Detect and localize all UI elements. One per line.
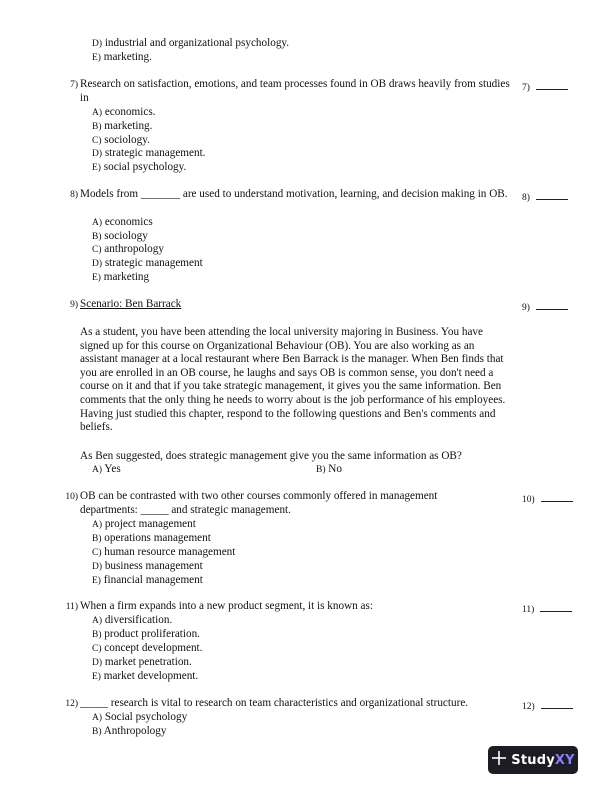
question-text: OB can be contrasted with two other courses commonly offered in management departments: _____ and strategic management.	[80, 490, 438, 516]
plus-icon	[491, 750, 507, 770]
question-number: 9)	[70, 300, 78, 310]
option-d[interactable]: D) strategic management	[92, 257, 203, 269]
question-number: 7)	[70, 80, 78, 90]
question-number: 12)	[65, 699, 78, 709]
option-e[interactable]: E) social psychology.	[92, 161, 187, 173]
option-a[interactable]: A) Social psychology	[92, 711, 188, 723]
option-b[interactable]: B) sociology	[92, 230, 148, 242]
option-c[interactable]: C) human resource management	[92, 546, 236, 558]
option-e: E) marketing.	[92, 51, 152, 63]
scenario-paragraph: As a student, you have been attending the local university majoring in Business. You have signed up for this course on Organizational Behaviour (OB). You are also working as an assistant manager at a local restaurant where Ben Barrack is the manager. When Ben finds that you are enrolled in an OB course, he laughs and says OB is common sense, you don't need a course on it and that if you take strategic management, it gives you the same information. Ben comments that the only thing he needs to worry about is the job performance of his employees. Having just studied this chapter, respond to the following questions and Ben's comments and beliefs.	[80, 326, 506, 434]
question-text: Research on satisfaction, emotions, and team processes found in OB draws heavily from studies in	[80, 78, 510, 104]
question-text: _____ research is vital to research on team characteristics and organizational structure.	[80, 697, 469, 709]
option-b[interactable]: B) marketing.	[92, 120, 153, 132]
option-a[interactable]: A) project management	[92, 518, 196, 530]
option-a[interactable]: A) economics.	[92, 106, 156, 118]
answer-blank[interactable]: 11)	[522, 602, 572, 615]
answer-blank[interactable]: 12)	[522, 699, 573, 712]
option-c[interactable]: C) anthropology	[92, 243, 164, 255]
question-number: 10)	[65, 492, 78, 502]
option-d[interactable]: D) strategic management.	[92, 147, 206, 159]
option-b[interactable]: B) No	[316, 463, 342, 475]
option-c[interactable]: C) concept development.	[92, 642, 203, 654]
option-d: D) industrial and organizational psychology.	[92, 37, 290, 49]
answer-blank[interactable]: 9)	[522, 300, 568, 313]
answer-blank[interactable]: 10)	[522, 492, 573, 505]
option-e[interactable]: E) financial management	[92, 574, 203, 586]
scenario-title: Scenario: Ben Barrack	[80, 298, 182, 310]
question-number: 11)	[65, 602, 78, 612]
option-b[interactable]: B) product proliferation.	[92, 628, 200, 640]
option-a[interactable]: A) diversification.	[92, 614, 173, 626]
option-d[interactable]: D) business management	[92, 560, 203, 572]
option-d[interactable]: D) market penetration.	[92, 656, 192, 668]
option-a[interactable]: A) Yes	[92, 463, 121, 475]
option-e[interactable]: E) market development.	[92, 670, 199, 682]
answer-blank[interactable]: 7)	[522, 80, 568, 93]
question-text: When a firm expands into a new product segment, it is known as:	[80, 600, 373, 612]
option-e[interactable]: E) marketing	[92, 271, 150, 283]
option-b[interactable]: B) operations management	[92, 532, 211, 544]
option-b[interactable]: B) Anthropology	[92, 725, 167, 737]
question-text: Models from _______ are used to understand motivation, learning, and decision making in OB.	[80, 188, 508, 200]
studyxy-badge[interactable]	[488, 746, 578, 774]
option-a[interactable]: A) economics	[92, 216, 153, 228]
question-prompt: As Ben suggested, does strategic management give you the same information as OB?	[80, 450, 462, 462]
option-c[interactable]: C) sociology.	[92, 134, 150, 146]
brand-logo-text: StudyXY	[511, 752, 575, 768]
answer-blank[interactable]: 8)	[522, 190, 568, 203]
question-number: 8)	[70, 190, 78, 200]
